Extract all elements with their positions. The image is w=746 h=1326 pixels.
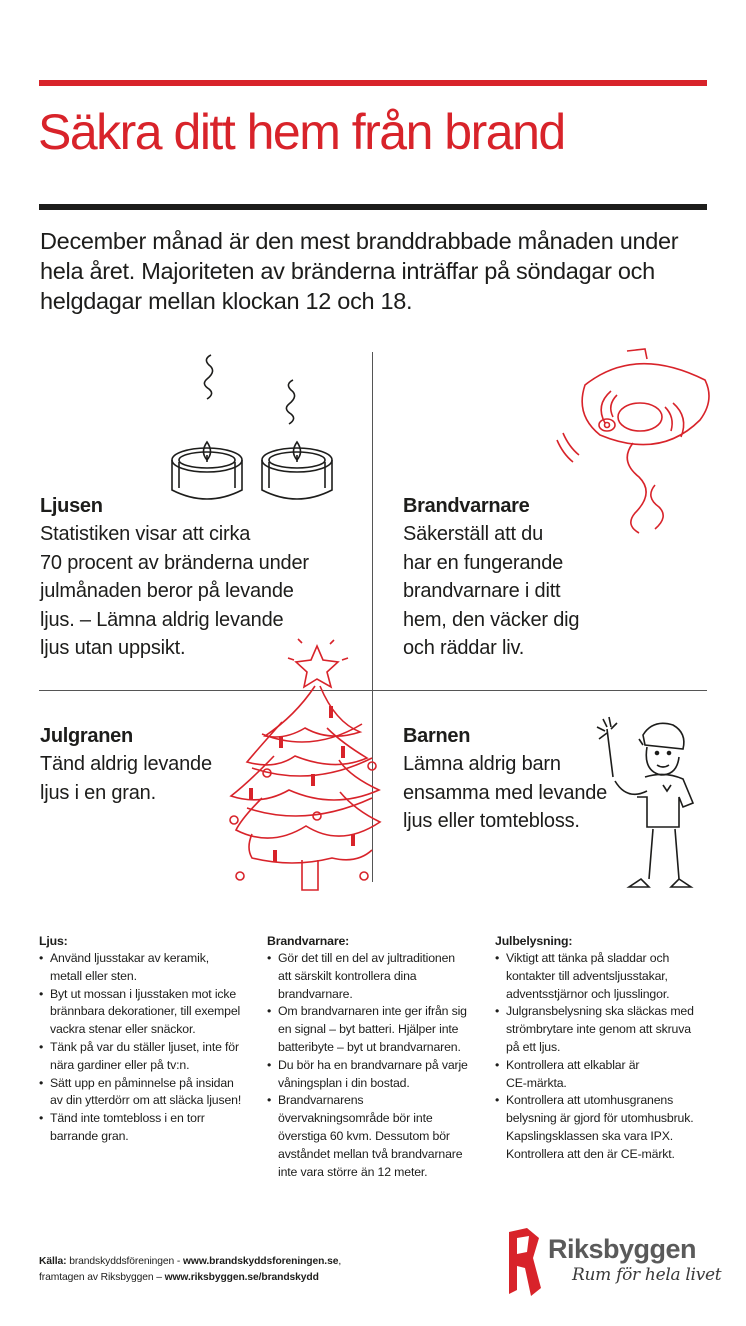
list-item: • Julgransbelysning ska släckas med strömbrytare inte genom att skruva på ett ljus. bbox=[495, 1003, 710, 1056]
title-underline-rule bbox=[39, 204, 707, 210]
logo-tagline: Rum för hela livet bbox=[572, 1265, 722, 1285]
source-url-link[interactable]: www.brandskyddsforeningen.se bbox=[183, 1256, 339, 1267]
list-item: • Kontrollera att utomhusgranens belysning är gjord för utomhusbruk. Kapslingsklassen ska vara IPX. Kontrollera att den är CE-märkt. bbox=[495, 1092, 710, 1163]
list-item: • Byt ut mossan i ljusstaken mot icke brännbara dekorationer, till exempel vackra stenar eller snäckor. bbox=[39, 986, 259, 1039]
tips-column-julbelysning bbox=[495, 932, 710, 1164]
list-item: • Om brandvarnaren inte ger ifrån sig en signal – byt batteri. Hjälper inte batteribyte – byt ut brandvarnaren. bbox=[267, 1003, 489, 1056]
section-julgranen bbox=[40, 722, 240, 807]
tealight-candles-illustration bbox=[165, 350, 345, 510]
tips-ljus-heading: Ljus: bbox=[39, 934, 68, 948]
section-julgranen-heading: Julgranen bbox=[40, 725, 133, 747]
top-red-rule bbox=[39, 80, 707, 86]
section-brandvarnare bbox=[403, 492, 703, 663]
list-item: • Viktigt att tänka på sladdar och kontakter till adventsljusstakar, adventsstjärnor och ljusslingor. bbox=[495, 950, 710, 1003]
tips-column-ljus bbox=[39, 932, 259, 1146]
source-label: Källa: bbox=[39, 1256, 67, 1267]
list-item: • Tänk på var du ställer ljuset, inte för nära gardiner eller på tv:n. bbox=[39, 1039, 259, 1075]
list-item: • Kontrollera att elkablar är CE-märkta. bbox=[495, 1057, 710, 1093]
page-title: Säkra ditt hem från brand bbox=[38, 104, 565, 160]
section-brandvarnare-heading: Brandvarnare bbox=[403, 495, 530, 517]
tips-column-brandvarnare bbox=[267, 932, 489, 1181]
source-end: , bbox=[338, 1256, 342, 1267]
tips-brandvarnare-heading: Brandvarnare: bbox=[267, 934, 350, 948]
tips-julbelysning-heading: Julbelysning: bbox=[495, 934, 573, 948]
section-barnen-heading: Barnen bbox=[403, 725, 471, 747]
made-by-line bbox=[39, 1270, 341, 1286]
section-ljusen-heading: Ljusen bbox=[40, 495, 103, 517]
section-ljusen-text: Statistiken visar att cirka 70 procent av bränderna under julmånaden beror på levande ljus. – Lämna aldrig levande ljus utan uppsikt. bbox=[40, 523, 309, 659]
list-item: • Du bör ha en brandvarnare på varje våningsplan i din bostad. bbox=[267, 1057, 489, 1093]
section-brandvarnare-text: Säkerställ att du har en fungerande brandvarnare i ditt hem, den väcker dig och räddar liv. bbox=[403, 523, 580, 659]
christmas-tree-illustration bbox=[222, 638, 387, 898]
intro-text: December månad är den mest branddrabbade månaden under hela året. Majoriteten av bränderna inträffar på söndagar och helgdagar mellan klockan 12 och 18. bbox=[40, 228, 679, 314]
tips-ljus-list bbox=[39, 950, 259, 1146]
made-by-url-link[interactable]: www.riksbyggen.se/brandskydd bbox=[164, 1272, 319, 1283]
section-barnen-text: Lämna aldrig barn ensamma med levande ljus eller tomtebloss. bbox=[403, 753, 608, 832]
tips-julbelysning-list bbox=[495, 950, 710, 1164]
section-ljusen bbox=[40, 492, 360, 663]
source-line bbox=[39, 1254, 341, 1270]
tips-brandvarnare-list bbox=[267, 950, 489, 1181]
section-barnen bbox=[403, 722, 623, 836]
made-by-text: framtagen av Riksbyggen – bbox=[39, 1272, 165, 1283]
list-item: • Tänd inte tomtebloss i en torr barrande gran. bbox=[39, 1110, 259, 1146]
source-text: brandskyddsföreningen - bbox=[66, 1256, 184, 1267]
riksbyggen-logo-icon bbox=[505, 1228, 543, 1298]
section-julgranen-text: Tänd aldrig levande ljus i en gran. bbox=[40, 753, 212, 804]
list-item: • Brandvarnarens övervakningsområde bör inte överstiga 60 kvm. Dessutom bör avståndet mellan två brandvarnare inte vara större än 12 meter. bbox=[267, 1092, 489, 1181]
list-item: • Sätt upp en påminnelse på insidan av din ytterdörr om att släcka ljusen! bbox=[39, 1075, 259, 1111]
logo-wordmark: Riksbyggen bbox=[548, 1234, 697, 1264]
list-item: • Gör det till en del av jultraditionen att särskilt kontrollera dina brandvarnare. bbox=[267, 950, 489, 1003]
footer-source bbox=[39, 1254, 341, 1286]
list-item: • Använd ljusstakar av keramik, metall eller sten. bbox=[39, 950, 259, 986]
